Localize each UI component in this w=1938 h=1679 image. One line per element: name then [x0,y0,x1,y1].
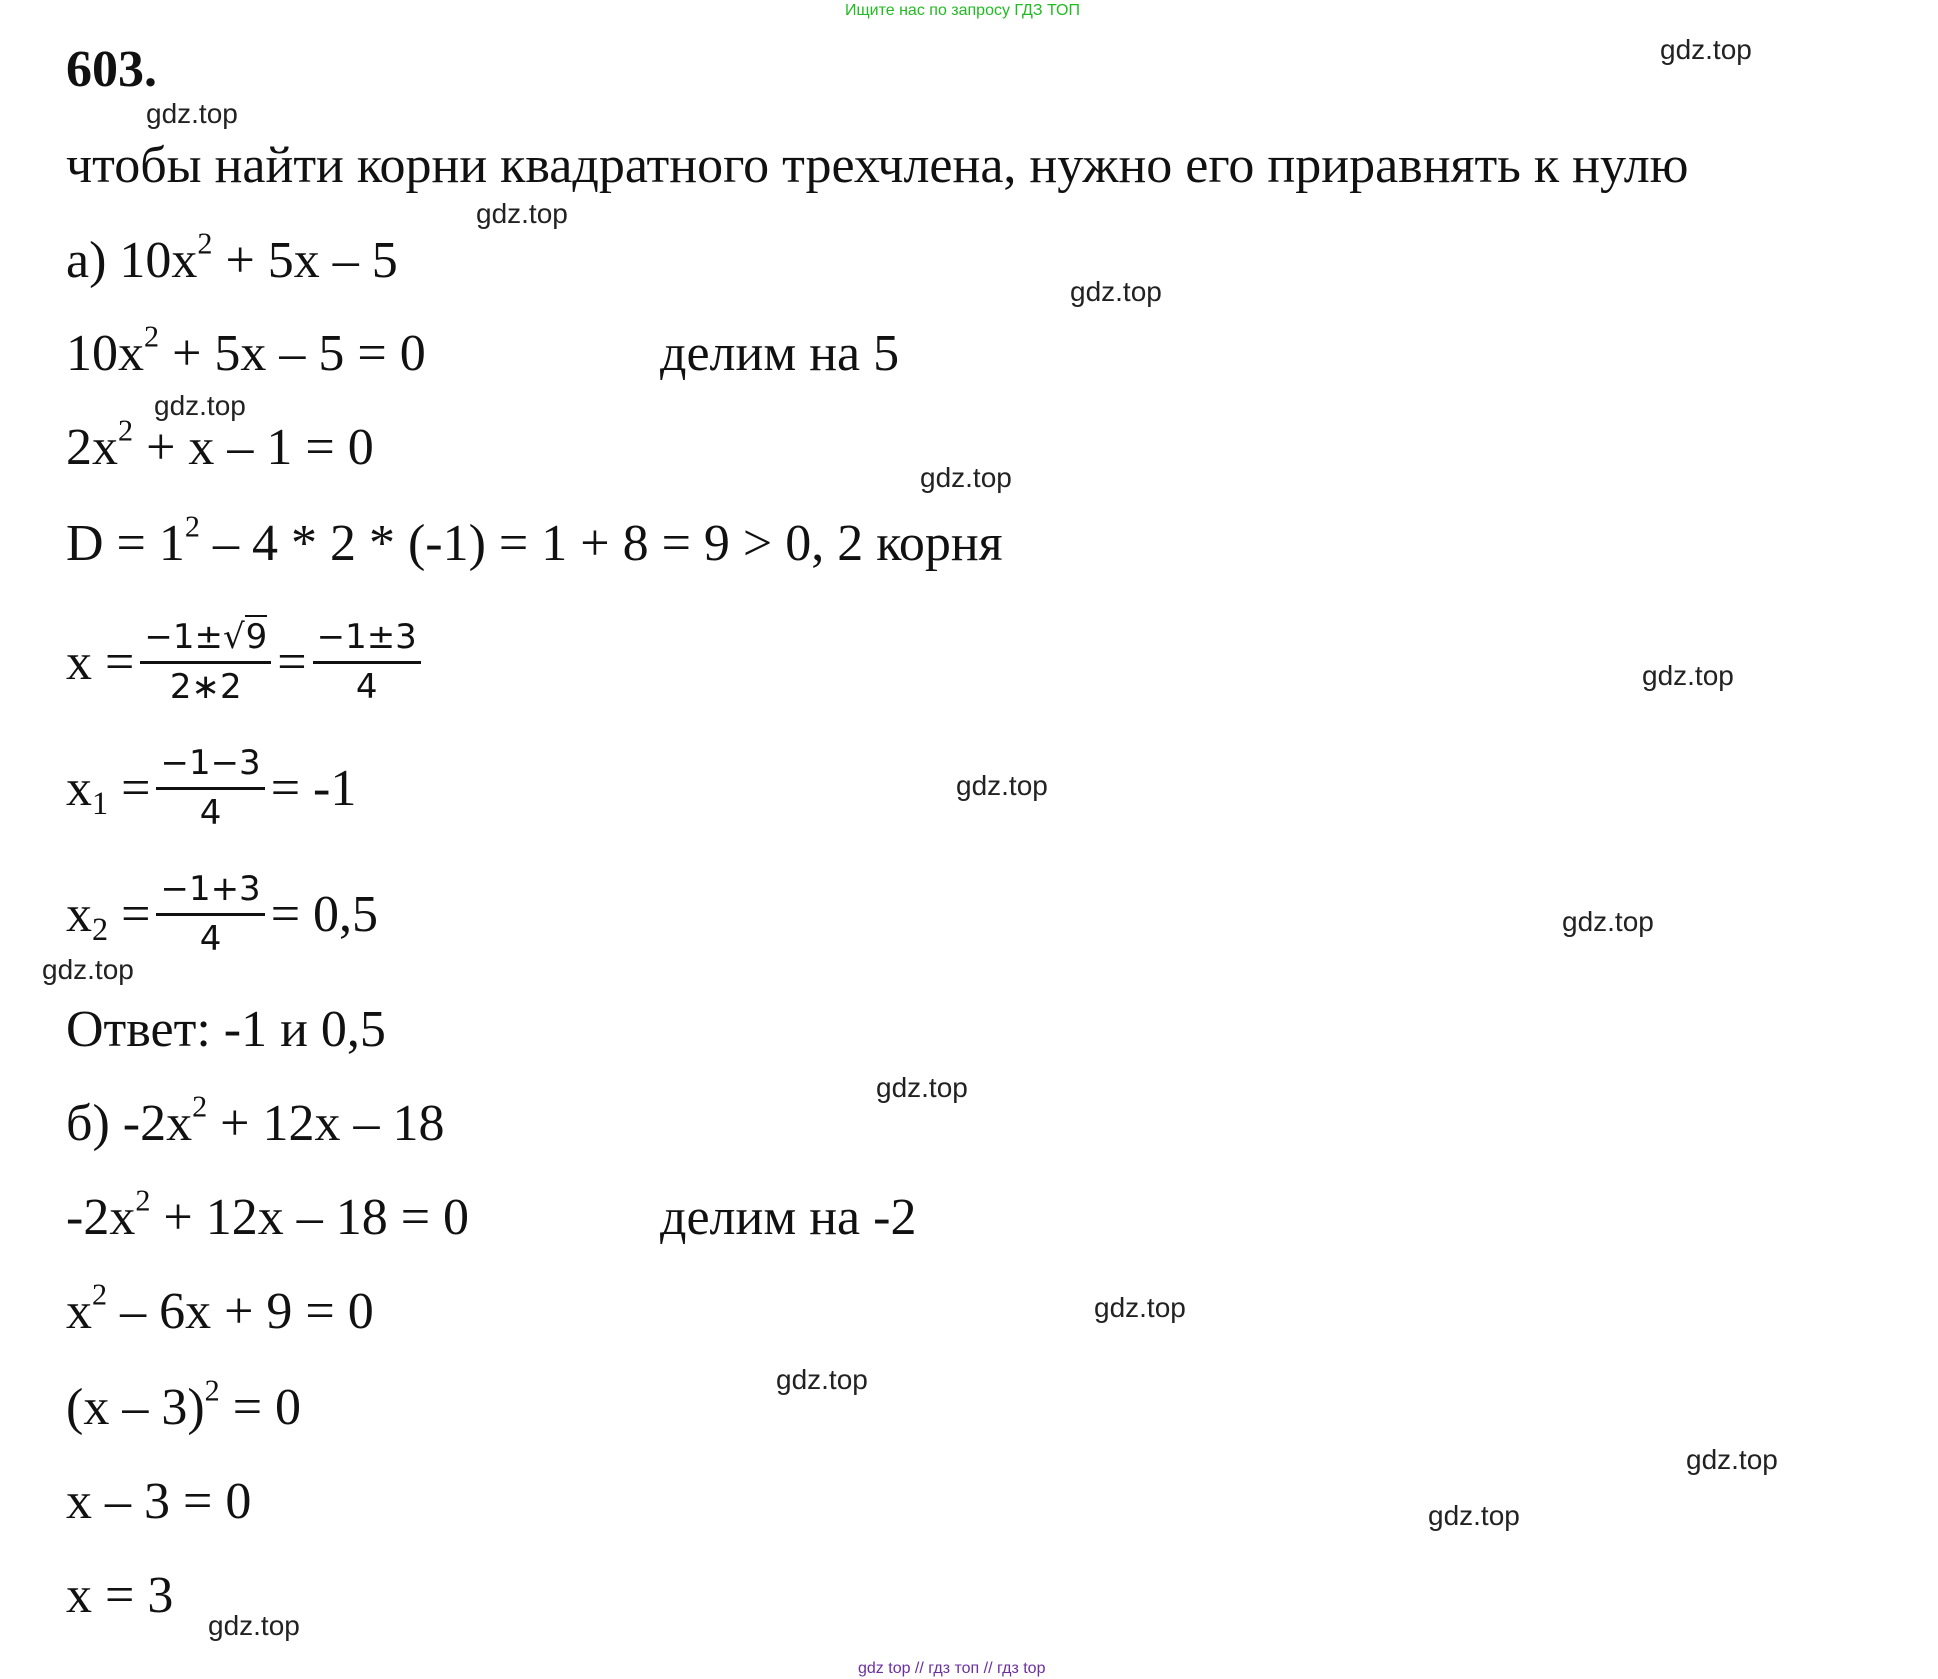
watermark: gdz.top [776,1364,868,1395]
watermark: gdz.top [208,1610,300,1641]
part-b-answer: x = 3 [66,1567,174,1624]
fraction-x2: $\frac{-1+3}{4}$ [156,870,264,959]
bottom-links[interactable]: gdz top // гдз топ // гдз top [858,1660,1046,1677]
watermark: gdz.top [876,1072,968,1103]
roots-formula: x = $\frac{-1\pm√9}{2∗2}$ = $\frac{-1\pm 3}{4}$ [66,618,427,707]
part-b-equation-4: x – 3 = 0 [66,1473,252,1530]
watermark: gdz.top [154,390,246,421]
watermark: gdz.top [1660,34,1752,65]
watermark: gdz.top [1686,1444,1778,1475]
discriminant-line: $D = 1^2 - 4 * 2 * (-1) = 1 + 8 = 9 > 0$, 2 корня [66,509,1003,572]
part-a-answer: Ответ: -1 и 0,5 [66,1001,386,1058]
watermark: gdz.top [956,770,1048,801]
fraction-x1: $\frac{-1-3}{4}$ [156,744,264,833]
watermark: gdz.top [1642,660,1734,691]
part-b-equation-3: (x – 3)$^2$ = 0 [66,1373,302,1436]
root-x1: $x_1$ = $\frac{-1-3}{4}$ = -1 [66,743,357,834]
root-x2: $x_2$ = $\frac{-1+3}{4}$ = 0,5 [66,869,379,960]
part-b-equation-2: $x^2 - 6x + 9 = 0$ [66,1277,374,1340]
watermark: gdz.top [920,462,1012,493]
fraction-quadratic-formula: $\frac{-1\pm√9}{2∗2}$ [140,618,271,707]
problem-number: 603. [66,41,157,98]
watermark: gdz.top [42,954,134,985]
watermark: gdz.top [1094,1292,1186,1323]
part-b-divide-note: делим на -2 [660,1189,917,1246]
fraction-simplified: $\frac{-1\pm 3}{4}$ [313,618,421,707]
part-b-label: б) $-2x^2 + 12x - 18$ [66,1089,445,1152]
part-b-equation-1: $-2x^2 + 12x - 18 = 0$ [66,1183,470,1246]
search-banner: Ищите нас по запросу ГДЗ ТОП [845,2,1080,19]
part-a-equation-2: $2x^2 + x - 1 = 0$ [66,413,374,476]
watermark: gdz.top [476,198,568,229]
watermark: gdz.top [1070,276,1162,307]
part-a-label: а) $10x^2 + 5x - 5$ [66,226,398,289]
watermark: gdz.top [146,98,238,129]
watermark: gdz.top [1562,906,1654,937]
intro-text: чтобы найти корни квадратного трехчлена, нужно его приравнять к нулю [66,137,1689,194]
part-a-divide-note: делим на 5 [660,325,900,382]
part-a-equation-1: $10x^2 + 5x - 5 = 0$ [66,319,426,382]
watermark: gdz.top [1428,1500,1520,1531]
